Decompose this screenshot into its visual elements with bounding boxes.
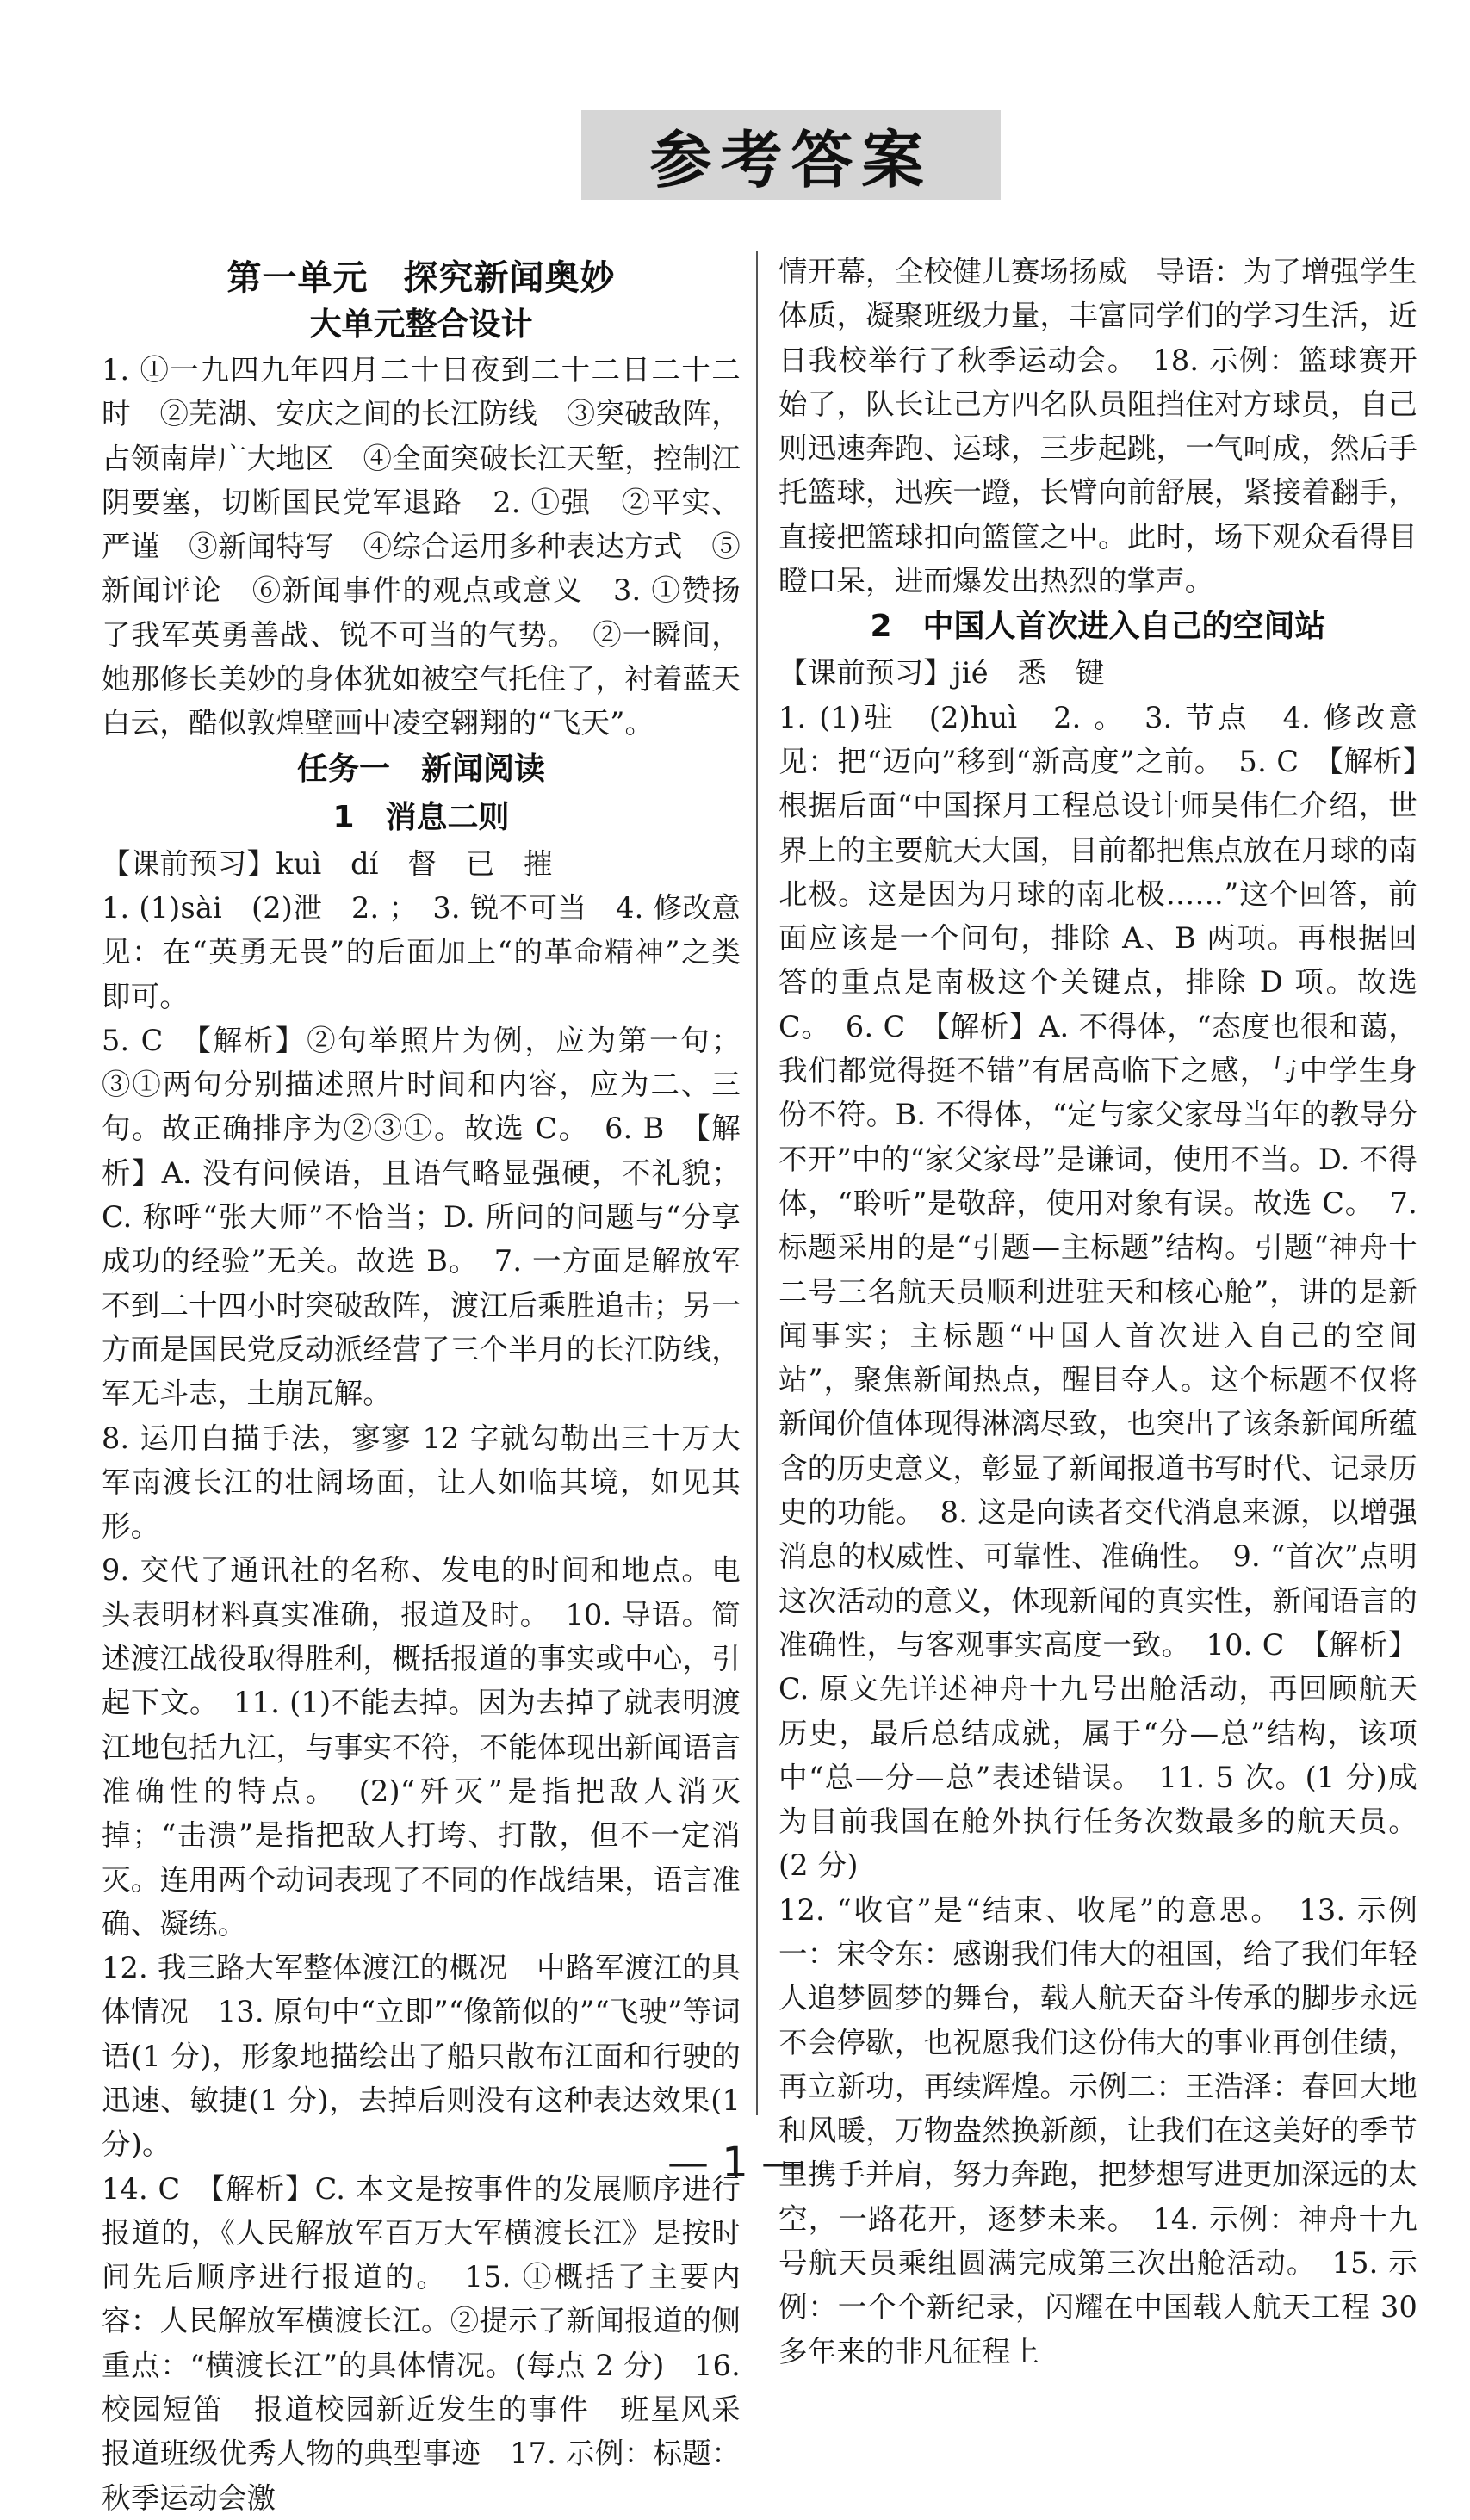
lesson1-preview: 【课前预习】kuì dí 督 已 摧: [102, 846, 553, 881]
design-title: 大单元整合设计: [309, 306, 533, 343]
lesson2-title: 2 中国人首次进入自己的空间站: [870, 609, 1326, 645]
page-number: — 1 —: [667, 2139, 803, 2187]
right-column: [778, 250, 1417, 2374]
lesson2-answers-2: 12. “收官”是“结束、收尾”的意思。 13. 示例一：宋令东：感谢我们伟大的祖国，给了我们年轻人追梦圆梦的舞台，载人航天奋斗传承的脚步永远不会停歇，也祝愿我们这份伟大的事业再创佳绩，再立新功，再续辉煌。示例二：王浩泽：春回大地和风暖，万物盎然换新颜，让我们在这美好的季节里携手并肩，努力奔跑，把梦想写进更加深远的太空，一路花开，逐梦未来。 14. 示例：神舟十九号航天员乘组圆满完成第三次出舱活动。 15. 示例：一个个新纪录，闪耀在中国载人航天工程 30 多年来的非凡征程上: [778, 1892, 1417, 2368]
page-title-banner: [581, 110, 1001, 200]
continued-answers: 情开幕，全校健儿赛场扬威 导语：为了增强学生体质，凝聚班级力量，丰富同学们的学习生活，近日我校举行了秋季运动会。 18. 示例：篮球赛开始了，队长让己方四名队员阻挡住对方球员，自己则迅速奔跑、运球，三步起跳，一气呵成，然后手托篮球，迅疾一蹬，长臂向前舒展，紧接着翻手，直接把篮球扣向篮筐之中。此时，场下观众看得目瞪口呆，进而爆发出热烈的掌声。: [778, 255, 1417, 598]
lesson1-answers-4: 9. 交代了通讯社的名称、发电的时间和地点。电头表明材料真实准确，报道及时。 10. 导语。简述渡江战役取得胜利，概括报道的事实或中心，引起下文。 11. (1)不能去掉。因为去掉了就表明渡江地包括九江，与事实不符，不能体现出新闻语言准确性的特点。 (2)“歼灭”是指把敌人消灭掉；“击溃”是指把敌人打垮、打散，但不一定消灭。连用两个动词表现了不同的作战结果，语言准确、凝练。: [102, 1553, 741, 1941]
lesson1-title: 1 消息二则: [332, 799, 510, 835]
lesson2-preview: 【课前预习】jié 悉 键: [778, 656, 1105, 690]
task-title: 任务一 新闻阅读: [296, 751, 545, 787]
lesson1-answers-5: 12. 我三路大军整体渡江的概况 中路军渡江的具体情况 13. 原句中“立即”“像箭似的”“飞驶”等词语(1 分)，形象地描绘出了船只散布江面和行驶的迅速、敏捷(1 分)，去掉后则没有这种表达效果(1 分)。: [102, 1951, 741, 2162]
unit-title: 第一单元 探究新闻奥妙: [226, 258, 616, 298]
lesson2-answers-1: 1. (1)驻 (2)huì 2. 。 3. 节点 4. 修改意见：把“迈向”移到“新高度”之前。 5. C 【解析】根据后面“中国探月工程总设计师吴伟仁介绍，世界上的主要航天大国，目前都把焦点放在月球的南北极。这是因为月球的南北极……”这个回答，前面应该是一个问句，排除 A、B 两项。再根据回答的重点是南极这个关键点，排除 D 项。故选 C。 6. C 【解析】A. 不得体，“态度也很和蔼，我们都觉得挺不错”有居高临下之感，与中学生身份不符。B. 不得体，“定与家父家母当年的教导分不开”中的“家父家母”是谦词，使用不当。D. 不得体，“聆听”是敬辞，使用对象有误。故选 C。 7. 标题采用的是“引题—主标题”结构。引题“神舟十二号三名航天员顺利进驻天和核心舱”，讲的是新闻事实；主标题“中国人首次进入自己的空间站”，聚焦新闻热点，醒目夺人。这个标题不仅将新闻价值体现得淋漓尽致，也突出了该条新闻所蕴含的历史意义，彰显了新闻报道书写时代、记录历史的功能。 8. 这是向读者交代消息来源，以增强消息的权威性、可靠性、准确性。 9. “首次”点明这次活动的意义，体现新闻的真实性，新闻语言的准确性，与客观事实高度一致。 10. C 【解析】C. 原文先详述神舟十九号出舱活动，再回顾航天历史，最后总结成就，属于“分—总”结构，该项中“总—分—总”表述错误。 11. 5 次。(1 分)成为目前我国在舱外执行任务次数最多的航天员。(2 分): [778, 700, 1417, 1883]
lesson1-answers-1: 1. (1)sài (2)泄 2. ； 3. 锐不可当 4. 修改意见：在“英勇无畏”的后面加上“的革命精神”之类即可。: [102, 890, 741, 1013]
lesson1-answers-2: 5. C 【解析】②句举照片为例，应为第一句；③①两句分别描述照片时间和内容，应为二、三句。故正确排序为②③①。故选 C。 6. B 【解析】A. 没有问候语，且语气略显强硬，不礼貌；C. 称呼“张大师”不恰当；D. 所问的问题与“分享成功的经验”无关。故选 B。 7. 一方面是解放军不到二十四小时突破敌阵，渡江后乘胜追击；另一方面是国民党反动派经营了三个半月的长江防线，军无斗志，土崩瓦解。: [102, 1023, 741, 1411]
column-divider: [756, 251, 758, 2115]
lesson1-answers-3: 8. 运用白描手法，寥寥 12 字就勾勒出三十万大军南渡长江的壮阔场面，让人如临其境，如见其形。: [102, 1421, 741, 1544]
page-title: 参考答案: [649, 124, 933, 196]
lesson1-answers-6: 14. C 【解析】C. 本文是按事件的发展顺序进行报道的，《人民解放军百万大军横渡长江》是按时间先后顺序进行报道的。 15. ①概括了主要内容：人民解放军横渡长江。②提示了新闻报道的侧重点：“横渡长江”的具体情况。(每点 2 分) 16. 校园短笛 报道校园新近发生的事件 班星风采 报道班级优秀人物的典型事迹 17. 示例：标题：秋季运动会激: [102, 2171, 770, 2515]
design-answers: 1. ①一九四九年四月二十日夜到二十二日二十二时 ②芜湖、安庆之间的长江防线 ③突破敌阵，占领南岸广大地区 ④全面突破长江天堑，控制江阴要塞，切断国民党军退路 2. ①强 ②平实、严谨 ③新闻特写 ④综合运用多种表达方式 ⑤新闻评论 ⑥新闻事件的观点或意义 3. ①赞扬了我军英勇善战、锐不可当的气势。 ②一瞬间，她那修长美妙的身体犹如被空气托住了，衬着蓝天白云，酷似敦煌壁画中凌空翱翔的“飞天”。: [102, 353, 741, 740]
